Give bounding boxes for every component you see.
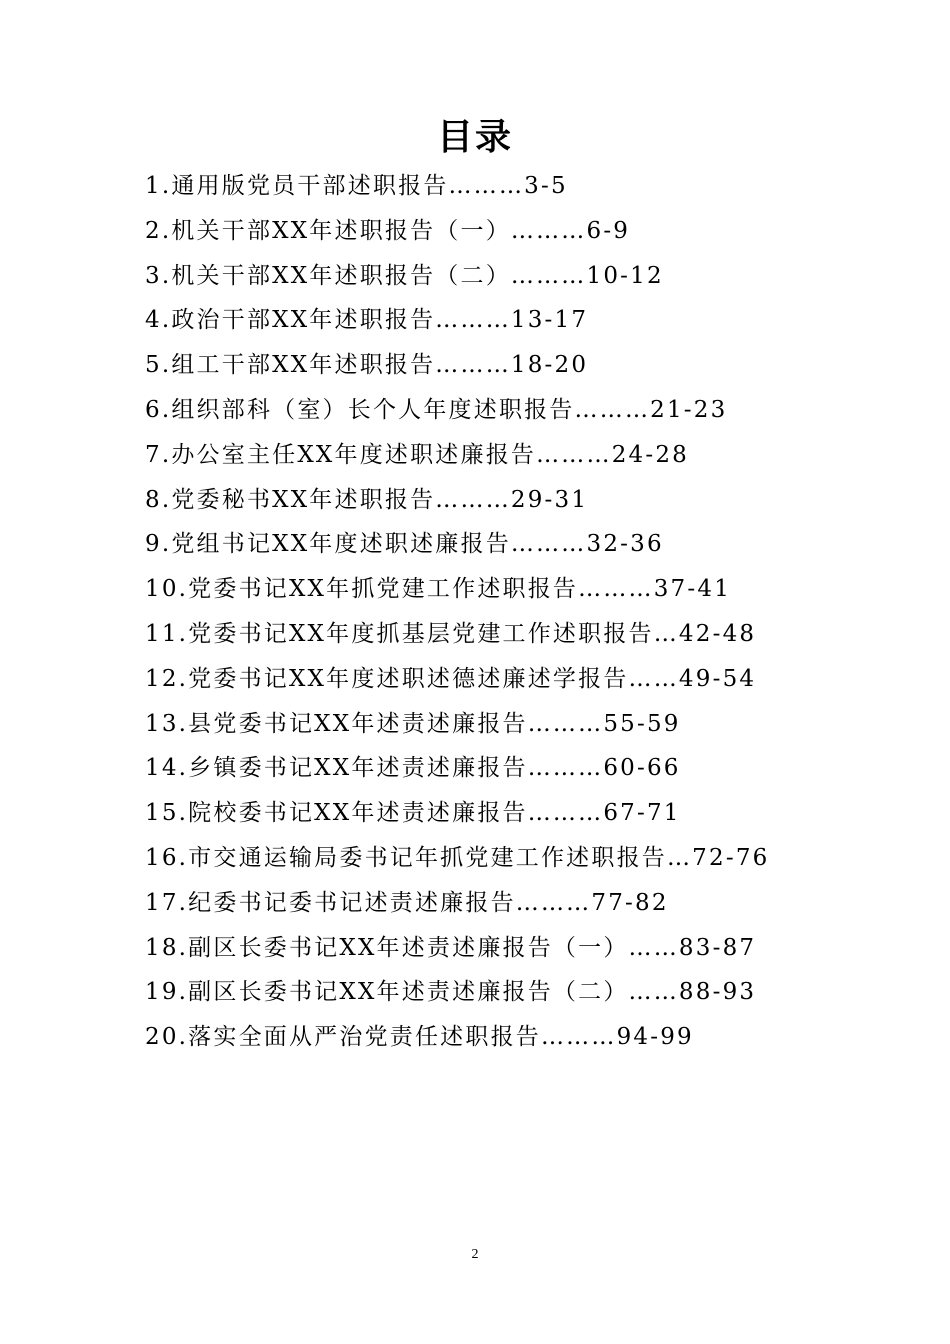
toc-entry: 12.党委书记XX年度述职述德述廉述学报告……49-54 <box>145 665 757 692</box>
toc-entry: 9.党组书记XX年度述职述廉报告………32-36 <box>145 531 664 558</box>
toc-entry: 5.组工干部XX年述职报告………18-20 <box>145 352 589 379</box>
document-title: 目录 <box>436 117 513 158</box>
toc-entry: 20.落实全面从严治党责任述职报告………94-99 <box>145 1024 694 1051</box>
toc-entry: 15.院校委书记XX年述责述廉报告………67-71 <box>145 800 681 827</box>
toc-entry: 17.纪委书记委书记述责述廉报告………77-82 <box>145 889 669 916</box>
table-of-contents <box>145 164 905 1060</box>
toc-entry: 4.政治干部XX年述职报告………13-17 <box>145 307 589 334</box>
toc-entry: 8.党委秘书XX年述职报告………29-31 <box>145 486 589 513</box>
toc-entry: 13.县党委书记XX年述责述廉报告………55-59 <box>145 710 681 737</box>
toc-entry: 2.机关干部XX年述职报告（一）………6-9 <box>145 217 631 244</box>
toc-entry: 18.副区长委书记XX年述责述廉报告（一）……83-87 <box>145 934 757 961</box>
toc-entry: 1.通用版党员干部述职报告………3-5 <box>145 173 568 199</box>
toc-entry: 6.组织部科（室）长个人年度述职报告………21-23 <box>145 396 728 423</box>
toc-entry: 14.乡镇委书记XX年述责述廉报告………60-66 <box>145 755 681 782</box>
toc-entry: 3.机关干部XX年述职报告（二）………10-12 <box>145 262 664 289</box>
toc-entry: 16.市交通运输局委书记年抓党建工作述职报告…72-76 <box>145 844 770 871</box>
toc-entry: 11.党委书记XX年度抓基层党建工作述职报告…42-48 <box>145 620 757 647</box>
toc-entry: 7.办公室主任XX年度述职述廉报告………24-28 <box>145 441 689 468</box>
toc-entry: 19.副区长委书记XX年述责述廉报告（二）……88-93 <box>145 979 757 1006</box>
page-number: 2 <box>471 1247 479 1262</box>
toc-entry: 10.党委书记XX年抓党建工作述职报告………37-41 <box>145 576 732 603</box>
